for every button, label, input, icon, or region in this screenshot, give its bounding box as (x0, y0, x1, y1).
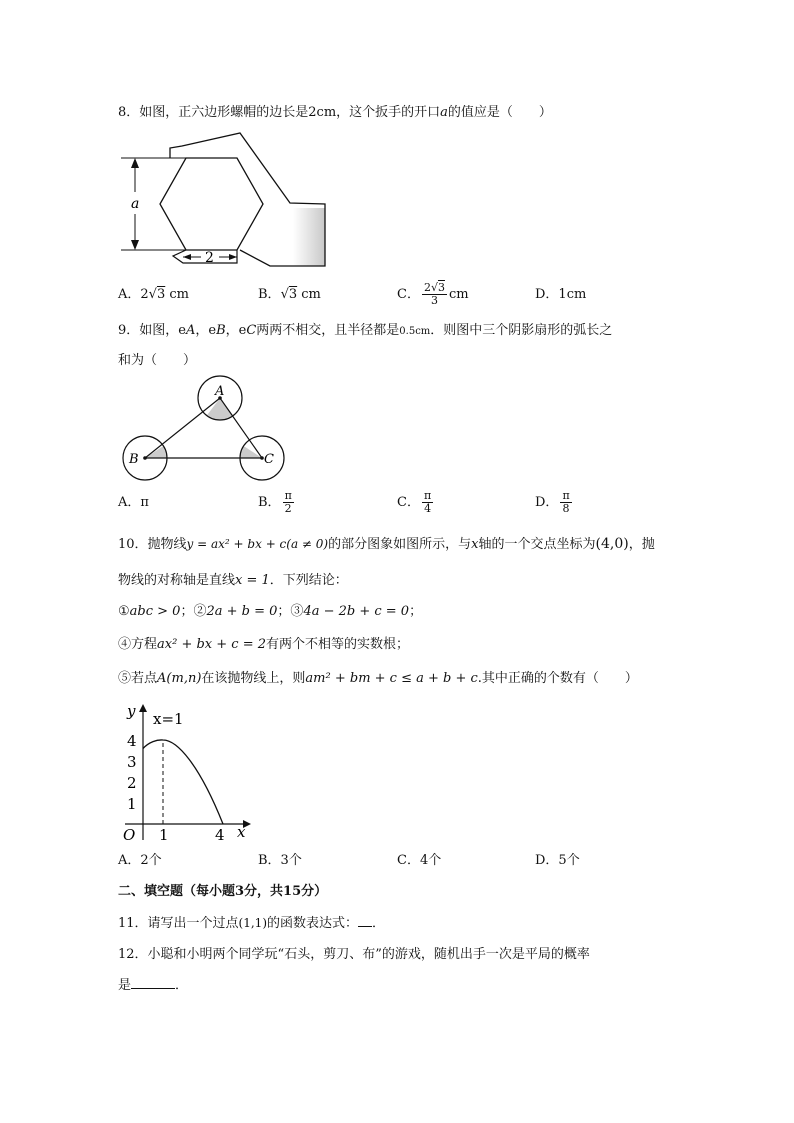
sector-c (240, 446, 262, 458)
q9-option-a: A．π (118, 495, 149, 510)
label-a: a (131, 196, 140, 212)
section2-title: 二、填空题（每小题3分，共15分） (118, 884, 328, 899)
q9-line1: 9．如图，eA，eB，eC两两不相交，且半径都是0.5cm．则图中三个阴影扇形的弧长之 (118, 323, 613, 338)
q9-line2: 和为（ ） (118, 353, 197, 368)
label-C: C (264, 452, 274, 467)
y-tick-4: 4 (127, 732, 137, 750)
q9-option-d: D． $\frac{\pi}{8}$ (535, 489, 570, 515)
hexagon-nut (160, 158, 263, 250)
sector-b (145, 446, 167, 458)
q12-answer-blank[interactable] (131, 988, 175, 989)
label-2: 2 (205, 250, 214, 266)
q10-line1: 10．抛物线y = ax² + bx + c(a ≠ 0)的部分图象如图所示，与x轴的一个交点坐标为(4,0)，抛 (118, 536, 655, 552)
y-label: y (127, 702, 136, 720)
x-tick-4: 4 (215, 826, 225, 844)
q10-option-c: C．4个 (397, 853, 442, 868)
q12-line2: 是 ． (118, 978, 189, 993)
label-B: B (129, 452, 139, 467)
q8-option-d: D．1cm (535, 287, 587, 302)
q10-conclusions-1-3: ①abc > 0；②2a + b = 0；③4a − 2b + c = 0； (118, 604, 423, 619)
handle-shading (293, 208, 325, 266)
q11-answer-blank[interactable] (358, 926, 372, 927)
q8-stem: 8．如图，正六边形螺帽的边长是2cm，这个扳手的开口a的值应是（ ） (118, 105, 552, 120)
q8-option-a: A．2√3 cm (118, 287, 189, 302)
q10-line2: 物线的对称轴是直线x = 1．下列结论： (118, 573, 348, 588)
y-tick-1: 1 (127, 795, 137, 813)
parabola-curve-main (143, 740, 223, 824)
q9-option-b: B． $\frac{\pi}{2}$ (258, 489, 292, 515)
q9-option-c: C． $\frac{\pi}{4}$ (397, 489, 432, 515)
q10-option-b: B．3个 (258, 853, 302, 868)
q8-option-b: B．√3 cm (258, 287, 321, 302)
q8-option-c: C． $\frac{2√3}{3}$ cm (397, 281, 469, 307)
y-tick-2: 2 (127, 774, 137, 792)
q10-option-d: D．5个 (535, 853, 580, 868)
label-A: A (215, 384, 225, 399)
q10-option-a: A．2个 (118, 853, 162, 868)
x-tick-1: 1 (159, 826, 169, 844)
wrench-hexagon-figure (115, 128, 330, 273)
symmetry-label: x=1 (153, 710, 184, 728)
three-circles-figure (115, 375, 290, 485)
q10-conclusion-5: ⑤若点A(m,n)在该抛物线上，则am² + bm + c ≤ a + b + c.其中正确的个数有（ ） (118, 671, 638, 686)
q11: 11．请写出一个过点(1,1)的函数表达式： ． (118, 916, 386, 931)
origin-label: O (123, 826, 136, 844)
x-label: x (237, 823, 246, 841)
q10-conclusion-4: ④方程ax² + bx + c = 2有两个不相等的实数根； (118, 637, 410, 652)
y-tick-3: 3 (127, 753, 137, 771)
parabola-graph (115, 700, 255, 845)
q12-line1: 12．小聪和小明两个同学玩“石头，剪刀、布”的游戏，随机出手一次是平局的概率 (118, 947, 590, 962)
sector-a (207, 398, 234, 420)
